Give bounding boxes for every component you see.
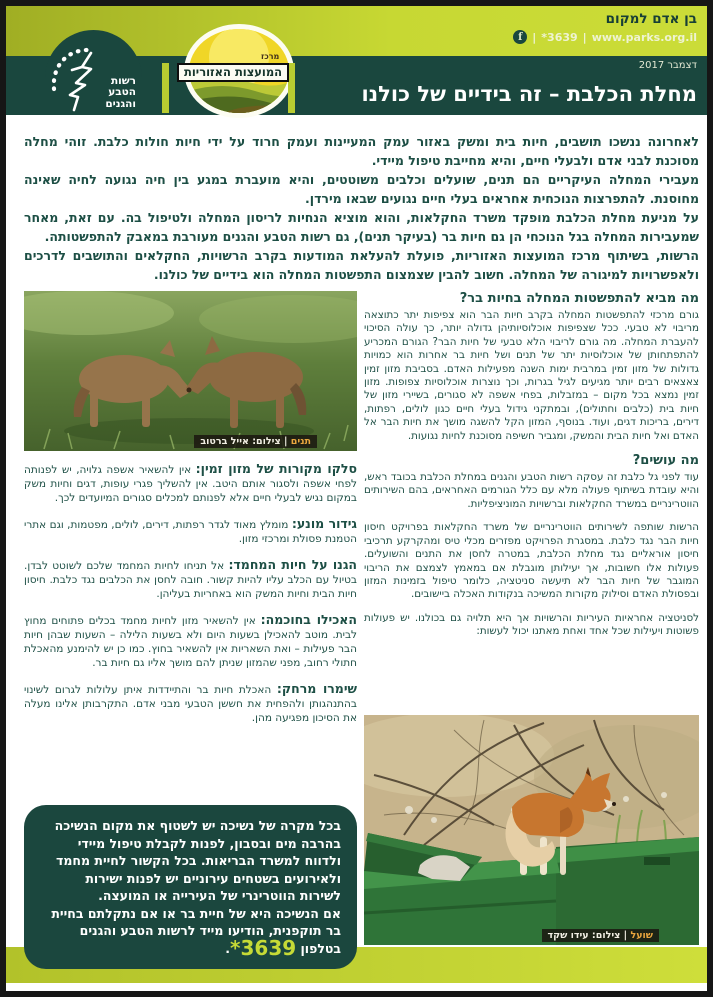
facebook-icon[interactable]: f: [513, 30, 527, 44]
causes-body: גורם מרכזי להתפשטות המחלה בקרב חיות הבר הוא צפיפות יתר כתוצאה מריבוי לא טבעי. ככל שצפיפות אוכלוסיותיהן גדולה יותר, כך עולה הסיכוי להעברת המחלה. מה גורם לריבוי הלא טבעי של חיות הבר? הגורם המכריע להתפתחותן של אוכלוסיות יתר של תנים ושל חיות בר אחרות הוא כמויות גדולות של מזון זמין במרבית ימות השנה מפעילות האדם. בסביבת מזון זמין צאצאים רבים יותר מגיעים לגיל בגרות, וכך נוצרות אוכלוסיות צפופות. מזון זמין נמצא בכל מקום – במזבלות, בפחי אשפה לא סגורים, בשיירי מזון של חיות בית (כלבים וחתולים), ובמתקני גידול בעלי חיים כגון לולים, רפתות, דירים, בריכות דגים, ועוד. בנוסף, המזון הקל להשגה מושך את חיות הבר אל האדם ואל חיות הבית והמשק, ומגביר חשיפה מסוכנת לחיות נגועות.: [364, 309, 699, 442]
website-link[interactable]: www.parks.org.il: [591, 30, 697, 44]
caption-species: תנים: [290, 436, 311, 447]
caption-species: שועל: [630, 930, 653, 941]
slogan: בן אדם למקום: [605, 11, 697, 27]
tip-feed-wisely: [24, 613, 357, 670]
tip-lead: הגנו על חיות המחמד:: [228, 557, 357, 572]
tip-text: אל תניחו לחיות המחמד שלכם לשוטט לבדן. בטיול עם הכלב עליו להיות קשור. חובה לחסן את הכלבים נגד כלבת. חיסון חיות הבית וחיות המשק הוא באחריות בעליהן.: [24, 560, 357, 600]
divider-bar: [162, 63, 169, 113]
ibex-icon: [48, 37, 106, 113]
councils-logo-label: המועצות האזוריות: [177, 63, 289, 82]
intro-paragraph: מעבירי המחלה העיקריים הם תנים, שועלים וכלבים משוטטים, והיא מועברת במגע בין חיה נגועה לחיה שאינה מחוסנת. להתפרצות הנוכחית אחראים בעלי חיים נגועים שבאו מירדן.: [24, 172, 699, 206]
emergency-instructions: בכל מקרה של נשיכה יש לשטוף את מקום הנשיכה בהרבה מים ובסבון, לפנות לקבלת טיפול מיידי ולדווח למשרד הבריאות. בכל הקשור לחיית מחמד ולאירועים בשטחים עירוניים יש לפנות ישירות לשירות הווטרינרי של העירייה או המועצה.: [54, 818, 341, 903]
tip-keep-distance: [24, 682, 357, 725]
tip-text: אין להשאיר אשפה גלויה, יש לפנותה לפחי אשפה ולסגור אותם היטב. אין להשליך פגרי עופות, דגים וחיות משק במקום נגיש לבעלי חיים אלא לפנותם למכלים סגורים המיועדים לכך.: [24, 464, 357, 504]
intro-paragraph: על מניעת מחלת הכלבת מופקד משרד החקלאות, והוא מוציא הנחיות לריסון המחלה ולטיפול בה. עם זאת, מאחר שמעבירות המחלה בגל הנוכחי הן גם חיות בר (בעיקר תנים), גם רשות הטבע והגנים מעורבת במאבק להתפשטותה.: [24, 210, 699, 244]
councils-logo-prefix: מרכז: [261, 52, 280, 61]
caption-credit: צילום: אייל ברטוב: [200, 436, 281, 447]
photo-caption: [194, 435, 317, 448]
tip-text: האכלת חיות בר והתיידדות איתן עלולות לגרום לשינוי בהתנהגותן ולהפחית את חששן הטבעי מבני אדם. התקרבותן אלינו מעלה את הסיכון מפגיעה מהן.: [24, 684, 357, 724]
tip-remove-food-sources: [24, 462, 357, 505]
tip-lead: סלקו מקורות של מזון זמין:: [195, 461, 357, 476]
jackals-photo: [24, 291, 357, 451]
photo-caption: [542, 929, 659, 942]
emergency-wild-animal: אם הנשיכה היא של חיית בר או אם נתקלתם בחיית בר תוקפנית, הודיעו מייד לרשות הטבע והגנים בטלפון *3639.: [51, 905, 341, 960]
caption-credit: צילום: עידו שקד: [547, 930, 621, 941]
tip-text: אין להשאיר מזון לחיות מחמד בכלים פתוחים מחוץ לבית. מוטב להאכילן בשעות היום ולא בשעות הלילה – השעות שבהן חיות הבר פעילות – ואת השאריות אין להשאיר בחוץ. כמו כן יש להימנע מהאכלת חתולי רחוב, מפני שהמזון שניתן להם מושך אליו גם חיות בר.: [24, 615, 357, 669]
intro-paragraph: הרשות, בשיתוף מרכז המועצות האזוריות, פועלת להעלאת המודעות בקרב הרשויות, החקלאים והתושבים לדרכים ולאפשרויות למיגורה של המחלה. חשוב להבין שצמצום התפשטות המחלה הוא בידיים של כולנו.: [24, 248, 699, 282]
bite-emergency-box: [24, 805, 357, 969]
actions-paragraph: הרשות שותפה לשירותים הווטרינריים של משרד החקלאות בפרויקט חיסון חיות הבר נגד כלבת. במסגרת הפרויקט מפזרים מכלי טיס ומהקרקע תרכיבי חיסון אוראליים נגד מחלת הכלבת, במטרה לחסן את התנים והשועלים. פעולות אלו חשובות, אך יעילותן מוגבלת אם במאמץ לצמצם את הריבוי המוגבר של חיות הבר לא תיעשה סניטציה, כלומר טיפול בזמינות המזון ובפסולת האדם וסילוק מקורות המשיכה בנקודות האכלה ביישובים.: [364, 521, 699, 601]
phone-number[interactable]: *3639: [541, 30, 578, 44]
tip-lead: גידור מונע:: [291, 516, 358, 531]
separator: |: [582, 30, 587, 44]
tip-lead: האכילו בחוכמה:: [260, 612, 357, 627]
npa-logo-text: רשות הטבע והגנים: [105, 74, 136, 110]
actions-paragraph: לסניטציה אחראיות העיריות והרשויות אך היא תלויה גם בכולנו. יש פעולות פשוטות ויעילות שכל אחד ואחת מאתנו יכול לעשות:: [364, 611, 699, 638]
caption-divider: |: [283, 436, 288, 447]
intro-text: [24, 132, 699, 285]
tip-lead: שימרו מרחק:: [276, 681, 358, 696]
tip-protect-pets: [24, 558, 357, 601]
page-title: מחלת הכלבת – זה בידיים של כולנו: [361, 82, 697, 106]
top-contact-block: [513, 11, 697, 44]
fox-on-dumpster-photo: [364, 715, 699, 945]
actions-paragraph: עוד לפני גל כלבת זה עסקה רשות הטבע והגנים במחלת הכלבת בכובד ראש, והיא עובדת בשיתוף פעולה מלא עם כלל הגורמים האחראים, בהם השירותים הווטרינריים במשרד החקלאות וברשויות המוניציפליות.: [364, 471, 699, 510]
contact-line: [513, 30, 697, 44]
column-left: [24, 291, 357, 969]
content-area: [6, 115, 707, 991]
separator: |: [532, 30, 537, 44]
jackals-photo-graphic: [24, 291, 357, 451]
emergency-phone-number[interactable]: *3639: [230, 935, 297, 960]
tip-text: מומלץ מאוד לגדר רפתות, דירים, לולים, מפטמות, וגם אתרי הטמנת פסולת ומרכזי מזון.: [24, 519, 357, 545]
column-right: [364, 291, 699, 969]
two-column-layout: [24, 291, 699, 969]
issue-date: דצמבר 2017: [638, 60, 697, 71]
fox-photo-graphic: [364, 715, 699, 945]
intro-paragraph: לאחרונה ננשכו תושבים, חיות בית ומשק באזור עמק המעיינות ועמק חרוד על ידי חיות חולות כלבת. זוהי מחלה מסוכנת לבני אדם ולבעלי חיים, והיא מחייבת טיפול מיידי.: [24, 134, 699, 168]
actions-heading: מה עושים?: [632, 453, 699, 469]
causes-heading: מה מביא להתפשטות המחלה בחיות בר?: [459, 291, 699, 306]
tip-preventive-fencing: [24, 517, 357, 546]
caption-divider: |: [623, 930, 628, 941]
